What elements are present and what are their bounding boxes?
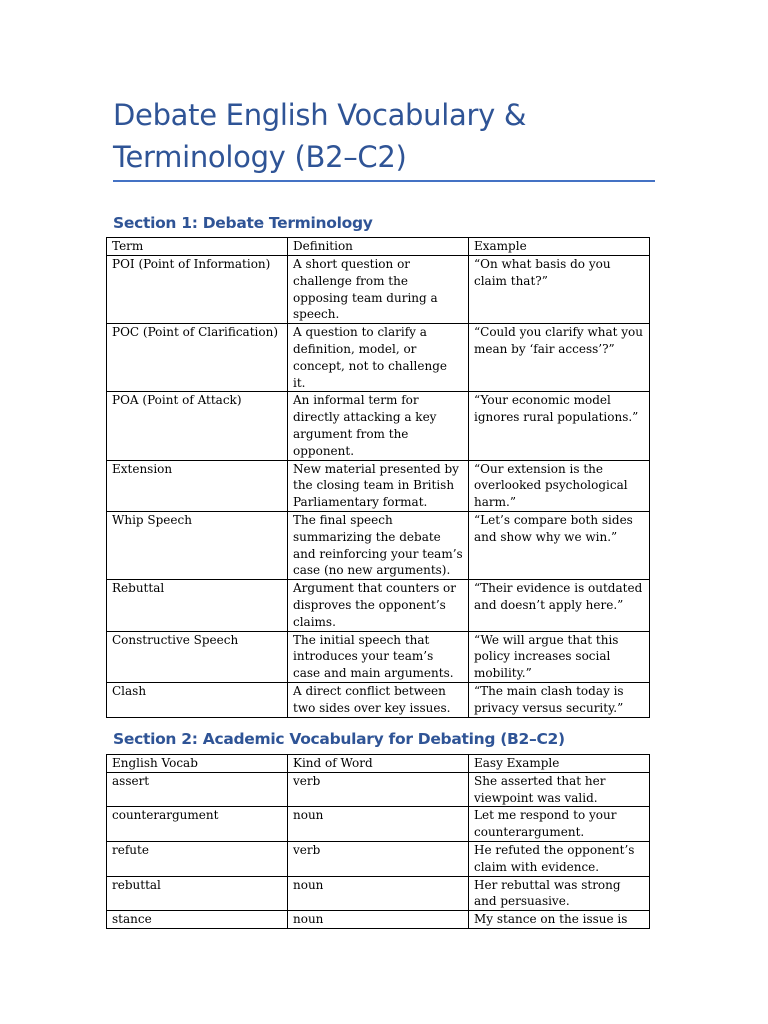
section-2-heading: Section 2: Academic Vocabulary for Debating (B2–C2): [113, 730, 565, 748]
word-kind-cell: verb: [288, 772, 469, 807]
title-underline: [113, 180, 655, 182]
table-row: [107, 911, 650, 929]
table-row: [107, 682, 650, 717]
table-header-row: [107, 238, 650, 256]
example-cell: “Could you clarify what you mean by ‘fair access’?”: [469, 324, 650, 392]
vocab-cell: refute: [107, 841, 288, 876]
term-cell: POA (Point of Attack): [107, 392, 288, 460]
example-cell: She asserted that her viewpoint was valid.: [469, 772, 650, 807]
table-row: [107, 460, 650, 511]
vocab-cell: assert: [107, 772, 288, 807]
definition-cell: New material presented by the closing team in British Parliamentary format.: [288, 460, 469, 511]
word-kind-cell: verb: [288, 841, 469, 876]
column-header-example: Example: [469, 238, 650, 256]
table-row: [107, 256, 650, 324]
example-cell: “Your economic model ignores rural populations.”: [469, 392, 650, 460]
vocab-cell: counterargument: [107, 807, 288, 842]
table-row: [107, 511, 650, 579]
document-title: Debate English Vocabulary & Terminology (B2–C2): [113, 98, 527, 174]
column-header-easy-example: Easy Example: [469, 755, 650, 773]
example-cell: “Let’s compare both sides and show why we win.”: [469, 511, 650, 579]
word-kind-cell: noun: [288, 876, 469, 911]
debate-terminology-table: [106, 237, 650, 718]
definition-cell: The initial speech that introduces your team’s case and main arguments.: [288, 631, 469, 682]
column-header-english-vocab: English Vocab: [107, 755, 288, 773]
section-1-heading: Section 1: Debate Terminology: [113, 214, 373, 232]
example-cell: “Their evidence is outdated and doesn’t apply here.”: [469, 580, 650, 631]
term-cell: Rebuttal: [107, 580, 288, 631]
example-cell: “Our extension is the overlooked psychological harm.”: [469, 460, 650, 511]
term-cell: POI (Point of Information): [107, 256, 288, 324]
term-cell: Extension: [107, 460, 288, 511]
example-cell: “On what basis do you claim that?”: [469, 256, 650, 324]
table-row: [107, 392, 650, 460]
table-row: [107, 876, 650, 911]
table-row: [107, 841, 650, 876]
example-cell: My stance on the issue is: [469, 911, 650, 929]
table-header-row: [107, 755, 650, 773]
table-row: [107, 324, 650, 392]
example-cell: He refuted the opponent’s claim with evidence.: [469, 841, 650, 876]
example-cell: “We will argue that this policy increases social mobility.”: [469, 631, 650, 682]
table-row: [107, 772, 650, 807]
term-cell: Constructive Speech: [107, 631, 288, 682]
definition-cell: Argument that counters or disproves the opponent’s claims.: [288, 580, 469, 631]
academic-vocabulary-table: [106, 754, 650, 929]
vocab-cell: stance: [107, 911, 288, 929]
term-cell: Clash: [107, 682, 288, 717]
definition-cell: A short question or challenge from the opposing team during a speech.: [288, 256, 469, 324]
column-header-term: Term: [107, 238, 288, 256]
word-kind-cell: noun: [288, 911, 469, 929]
column-header-kind-of-word: Kind of Word: [288, 755, 469, 773]
term-cell: POC (Point of Clarification): [107, 324, 288, 392]
column-header-definition: Definition: [288, 238, 469, 256]
definition-cell: A question to clarify a definition, model, or concept, not to challenge it.: [288, 324, 469, 392]
term-cell: Whip Speech: [107, 511, 288, 579]
example-cell: Let me respond to your counterargument.: [469, 807, 650, 842]
definition-cell: The final speech summarizing the debate and reinforcing your team’s case (no new arguments).: [288, 511, 469, 579]
vocab-cell: rebuttal: [107, 876, 288, 911]
table-row: [107, 807, 650, 842]
example-cell: “The main clash today is privacy versus security.”: [469, 682, 650, 717]
word-kind-cell: noun: [288, 807, 469, 842]
example-cell: Her rebuttal was strong and persuasive.: [469, 876, 650, 911]
table-row: [107, 580, 650, 631]
definition-cell: A direct conflict between two sides over key issues.: [288, 682, 469, 717]
table-row: [107, 631, 650, 682]
definition-cell: An informal term for directly attacking a key argument from the opponent.: [288, 392, 469, 460]
